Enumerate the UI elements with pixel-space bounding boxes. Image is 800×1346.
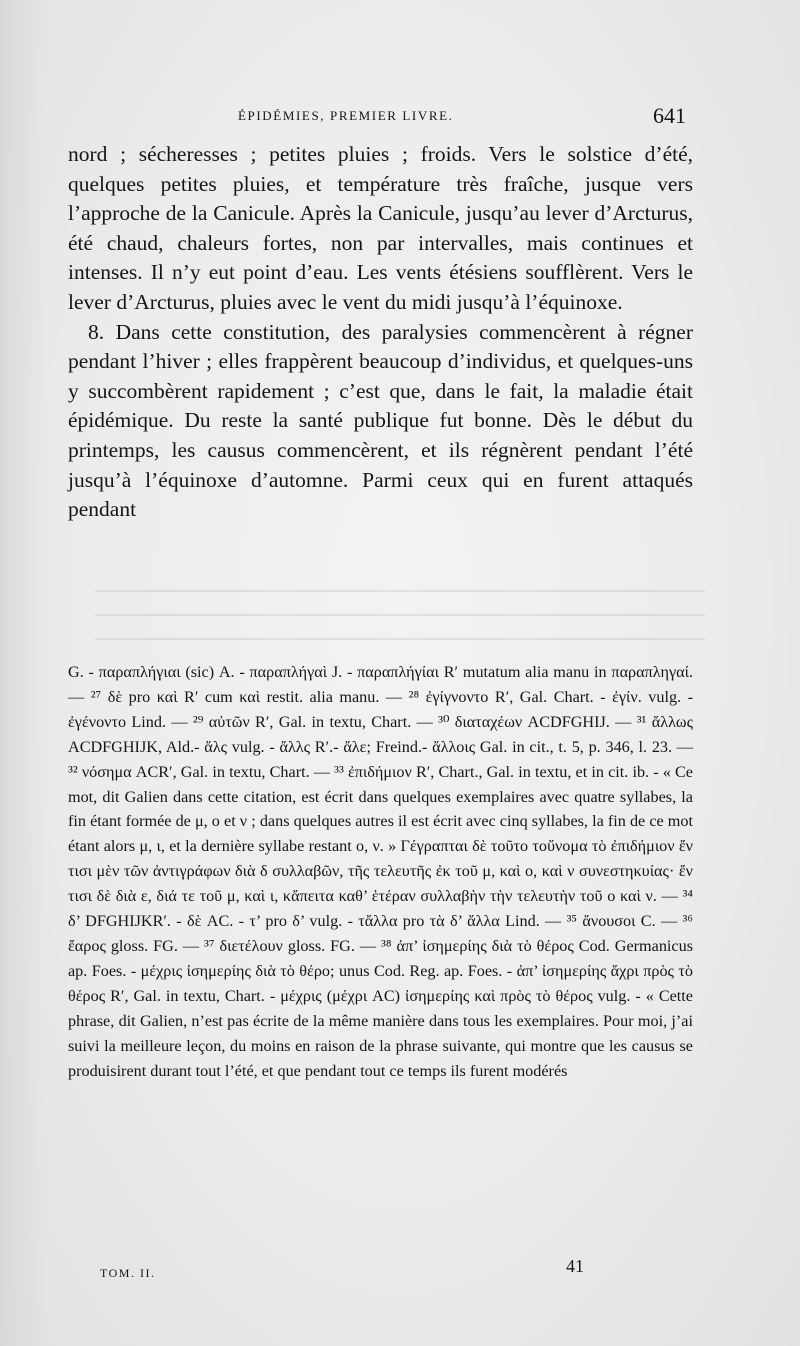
signature-mark: TOM. II. <box>100 1266 156 1280</box>
page-gutter-shadow <box>0 0 46 1346</box>
running-title: ÉPIDÉMIES, PREMIER LIVRE. <box>238 108 454 123</box>
footnotes-text: G. - παραπλήγιαι (sic) A. - παραπλήγαὶ J. - παραπλήγίαι R′ mutatum alia manu in παραπληγαί. — ²⁷ δὲ pro καὶ R′ cum καὶ restit. alia manu. — ²⁸ ἐγίγνοντο R′, Gal. Chart. - ἐγίν. vulg. - ἐγένοντο Lind. — ²⁹ αὐτῶν R′, Gal. in textu, Chart. — ³⁰ διαταχέων ACDFGHIJ. — ³¹ ἄλλως ACDFGHIJK, Ald.- ἄλς vulg. - ἄλλς R′.- ἄλε; Freind.- ἄλλοις Gal. in cit., t. 5, p. 346, l. 23. — ³² νόσημα ACR′, Gal. in textu, Chart. — ³³ ἐπιδήμιον R′, Chart., Gal. in textu, et in cit. ib. - « Ce mot, dit Galien dans cette citation, est écrit dans quelques exemplaires avec quatre syllabes, la fin étant formée de μ, o et ν ; dans quelques autres il est écrit avec cinq syllabes, la fin de ce mot étant alors μ, ι, et la dernière syllabe restant o, ν. » Γέγραπται δὲ τοῦτο τοὔνομα τὸ ἐπιδήμιον ἔν τισι μὲν τῶν ἀντιγράφων διὰ δ συλλαβῶν, τῆς τελευτῆς ἐκ τοῦ μ, καὶ ο, καὶ ν συνεστηκυίας· ἔν τισι δὲ διὰ ε, διά τε τοῦ μ, καὶ ι, κἄπειτα καθ’ ἑτέραν συλλαβὴν τὴν τελευτὴν τοῦ ο καὶ ν. — ³⁴ δ’ DFGHIJKR′. - δὲ AC. - τ’ pro δ’ vulg. - τἄλλα pro τὰ δ’ ἄλλα Lind. — ³⁵ ἄνουσοι C. — ³⁶ ἔαρος gloss. FG. — ³⁷ διετέλουν gloss. FG. — ³⁸ ἀπ’ ἰσημερίης διὰ τὸ θέρος Cod. Germanicus ap. Foes. - μέχρις ἰσημερίης διὰ τὸ θέρο; unus Cod. Reg. ap. Foes. - ἀπ’ ἰσημερίης ἄχρι πρὸς τὸ θέρος R′, Gal. in textu, Chart. - μέχρις (μέχρι AC) ἰσημερίης καὶ πρὸς τὸ θέρος vulg. - « Cette phrase, dit Galien, n’est pas écrite de la même manière dans tous les exemplaires. Pour moi, j’ai suivi la meilleure leçon, du moins en raison de la phrase suivante, qui montre que les causus se produisirent durant tout l’été, et que pendant tout ce temps ils furent modérés <box>68 663 693 1080</box>
paragraph-2: 8. Dans cette constitution, des paralysies commencèrent à régner pendant l’hiver ; elles frappèrent beaucoup d’individus, et quelques-uns y succombèrent rapidement ; c’est que, dans le fait, la maladie était épidémique. Du reste la santé publique fut bonne. Dès le début du printemps, les causus commencèrent, et ils régnèrent pendant l’été jusqu’à l’équinoxe d’automne. Parmi ceux qui en furent attaqués pendant <box>68 319 693 522</box>
page-number: 641 <box>653 103 686 128</box>
show-through-text <box>95 590 705 650</box>
main-text-block <box>68 140 693 525</box>
signature-number: 41 <box>566 1256 584 1276</box>
paragraph-1: nord ; sécheresses ; petites pluies ; froids. Vers le solstice d’été, quelques petites pluies, et température très fraîche, jusque vers l’approche de la Canicule. Après la Canicule, jusqu’au lever d’Arcturus, été chaud, chaleurs fortes, non par intervalles, mais continues et intenses. Il n’y eut point d’eau. Les vents étésiens soufflèrent. Vers le lever d’Arcturus, pluies avec le vent du midi jusqu’à l’équinoxe. <box>68 142 693 314</box>
footnotes-block <box>68 660 693 1083</box>
